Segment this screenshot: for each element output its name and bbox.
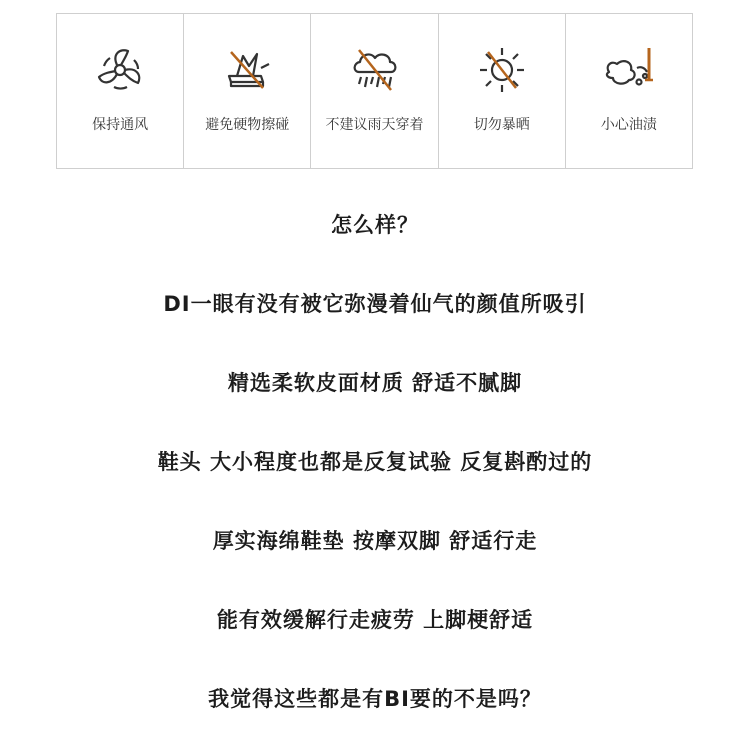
oil-stain-icon <box>599 42 659 98</box>
care-item-label: 避免硬物擦碰 <box>205 117 290 133</box>
care-instructions-strip <box>56 13 693 169</box>
copy-line: DI一眼有没有被它弥漫着仙气的颜值所吸引 <box>163 292 587 316</box>
fan-icon <box>90 42 150 98</box>
care-item-label: 切勿暴晒 <box>473 117 530 133</box>
care-item-label: 小心油渍 <box>600 117 657 133</box>
copy-heading: 怎么样？ <box>331 213 419 237</box>
care-item-label: 保持通风 <box>92 117 149 133</box>
copy-line: 精选柔软皮面材质 舒适不腻脚 <box>227 371 523 395</box>
no-sun-icon <box>472 42 532 98</box>
care-item-oil-stain <box>566 14 692 168</box>
no-rain-icon <box>345 42 405 98</box>
care-item-avoid-hard-objects <box>184 14 311 168</box>
copy-line: 能有效缓解行走疲劳 上脚梗舒适 <box>216 608 534 632</box>
copy-line: 鞋头 大小程度也都是反复试验 反复斟酌过的 <box>157 450 593 474</box>
no-hard-objects-icon <box>217 42 277 98</box>
care-item-no-rain <box>311 14 438 168</box>
care-item-no-sun <box>439 14 566 168</box>
copy-line: 我觉得这些都是有BI要的不是吗？ <box>208 687 542 711</box>
care-item-ventilation <box>57 14 184 168</box>
care-item-label: 不建议雨天穿着 <box>325 117 424 133</box>
copy-line: 厚实海绵鞋垫 按摩双脚 舒适行走 <box>212 529 538 553</box>
